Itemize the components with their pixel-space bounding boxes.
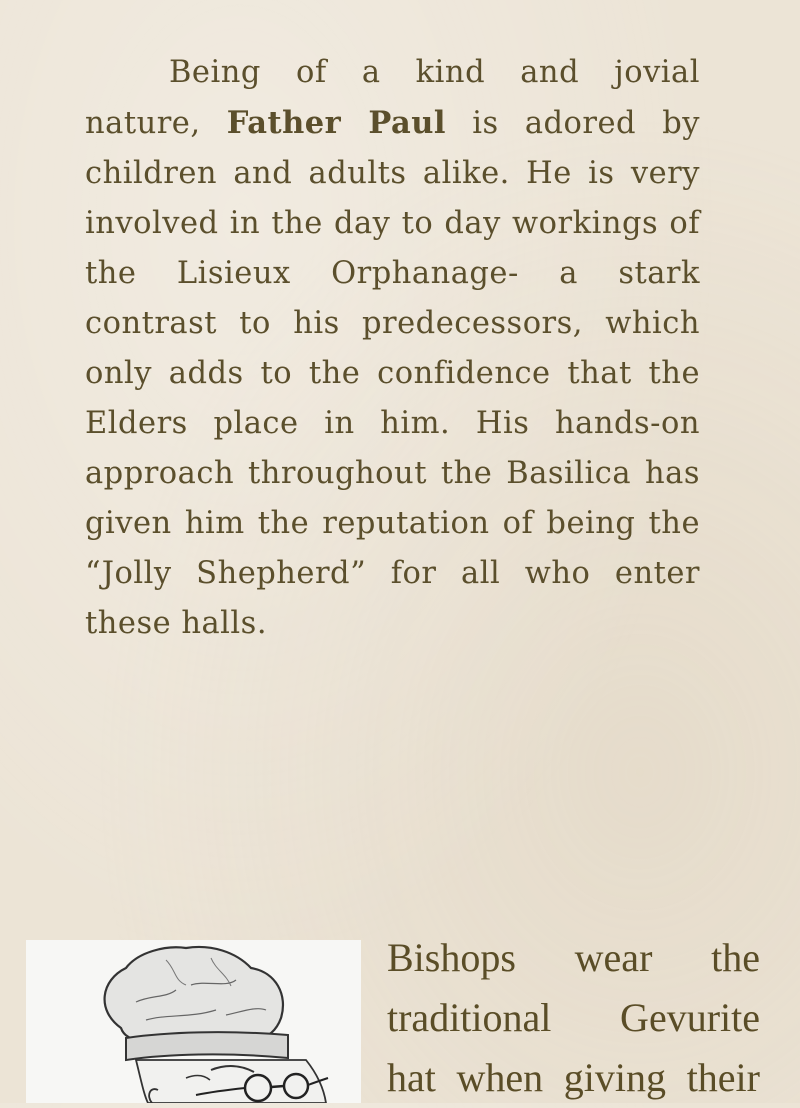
bishop-portrait-image: [26, 940, 361, 1103]
character-description: [85, 48, 700, 649]
bishop-sketch-icon: [26, 940, 361, 1103]
description-body: is adored by children and adults alike. He is very involved in the day to day workings of the Lisieux Orphanage- a stark contrast to his predecessors, which only adds to the confidence that the Elders place in him. His hands-on approach throughout the Basilica has given him the reputation of being the “Jolly Shepherd” for all who enter these halls.: [85, 106, 700, 641]
sidebar-note-text: Bishops wear the traditional Gevurite hat when giving their: [387, 935, 760, 1100]
character-name: Father Paul: [226, 105, 447, 141]
description-lead: Being of a kind and jovial nature,: [85, 55, 700, 141]
